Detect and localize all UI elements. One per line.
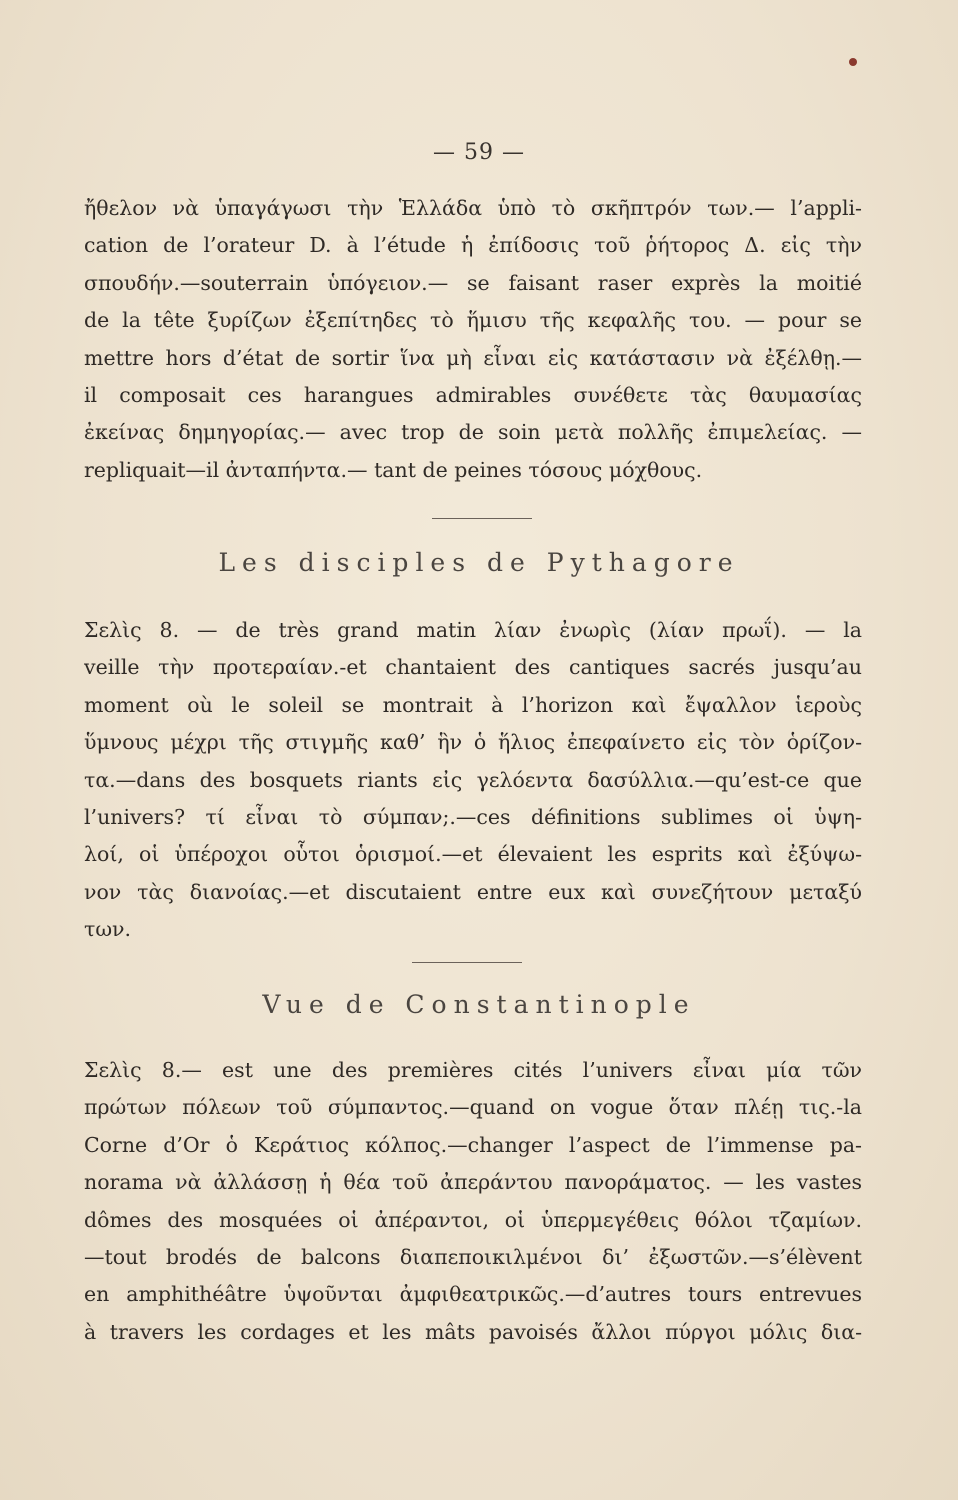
text-line: l’univers? τί εἶναι τὸ σύμπαν;.—ces définitions sublimes οἱ ὑψη- [84,804,862,829]
section-heading-pythagore: Les disciples de Pythagore [218,548,740,577]
text-line: en amphithéâtre ὑψοῦνται ἀμφιθεατρικῶς.—d’autres tours entrevues [84,1282,862,1307]
text-line: de la tête ξυρίζων ἐξεπίτηδες τὸ ἥμισυ τῆς κεφαλῆς του. — pour se [84,308,862,333]
text-line: τα.—dans des bosquets riants εἰς γελόεντα δασύλλια.—qu’est-ce que [84,767,862,792]
text-line: ἐκείνας δημηγορίας.— avec trop de soin μετὰ πολλῆς ἐπιμελείας. — [84,420,862,445]
text-line: à travers les cordages et les mâts pavoisés ἄλλοι πύργοι μόλις δια- [84,1319,862,1344]
text-line: —tout brodés de balcons διαπεποικιλμένοι δι’ ἐξωστῶν.—s’élèvent [84,1244,862,1269]
divider-rule [432,518,532,519]
section-heading-constantinople: Vue de Constantinople [262,990,696,1019]
intro-paragraph [84,190,862,489]
text-line: ὕμνους μέχρι τῆς στιγμῆς καθ’ ἣν ὁ ἥλιος ἐπεφαίνετο εἰς τὸν ὁρίζον- [84,730,862,755]
text-line: Corne d’Or ὁ Κεράτιος κόλπος.—changer l’aspect de l’immense pa- [84,1132,862,1157]
text-line: norama νὰ ἀλλάσσῃ ἡ θέα τοῦ ἀπεράντου πανοράματος. — les vastes [84,1170,862,1195]
text-line: λοί, οἱ ὑπέροχοι οὗτοι ὁρισμοί.—et élevaient les esprits καὶ ἐξύψω- [84,842,862,867]
text-line: ἤθελον νὰ ὑπαγάγωσι τὴν Ἑλλάδα ὑπὸ τὸ σκῆπτρόν των.— l’appli- [84,196,862,220]
page-number: — 59 — [433,140,525,165]
text-line: Σελὶς 8. — de très grand matin λίαν ἐνωρὶς (λίαν πρωΐ). — la [84,618,862,642]
text-line: σπουδήν.—souterrain ὑπόγειον.— se faisant raser exprès la moitié [84,270,862,295]
text-line: il composait ces harangues admirables συνέθετε τὰς θαυμασίας [84,382,862,407]
text-line: repliquait—il ἀνταπήντα.— tant de peines τόσους μόχθους. [84,457,703,482]
text-line: cation de l’orateur D. à l’étude ἡ ἐπίδοσις τοῦ ῥήτορος Δ. εἰς τὴν [84,233,862,258]
text-line: Σελὶς 8.— est une des premières cités l’univers εἶναι μία τῶν [84,1058,862,1082]
text-line: dômes des mosquées οἱ ἀπέραντοι, οἱ ὑπερμεγέθεις θόλοι τζαμίων. [84,1207,862,1232]
text-line: veille τὴν προτεραίαν.-et chantaient des cantiques sacrés jusqu’au [84,655,862,680]
text-line: νον τὰς διανοίας.—et discutaient entre eux καὶ συνεζήτουν μεταξύ [84,879,862,904]
text-line: των. [84,917,132,942]
text-line: πρώτων πόλεων τοῦ σύμπαντος.—quand on vogue ὅταν πλέῃ τις.-la [84,1095,862,1120]
text-line: mettre hors d’état de sortir ἵνα μὴ εἶναι εἰς κατάστασιν νὰ ἐξέλθῃ.— [84,345,862,370]
constantinople-paragraph [84,1052,862,1351]
pythagore-paragraph [84,612,862,949]
text-line: moment où le soleil se montrait à l’horizon καὶ ἔψαλλον ἱεροὺς [84,692,862,717]
ink-spot [849,58,857,66]
divider-rule [412,962,522,963]
